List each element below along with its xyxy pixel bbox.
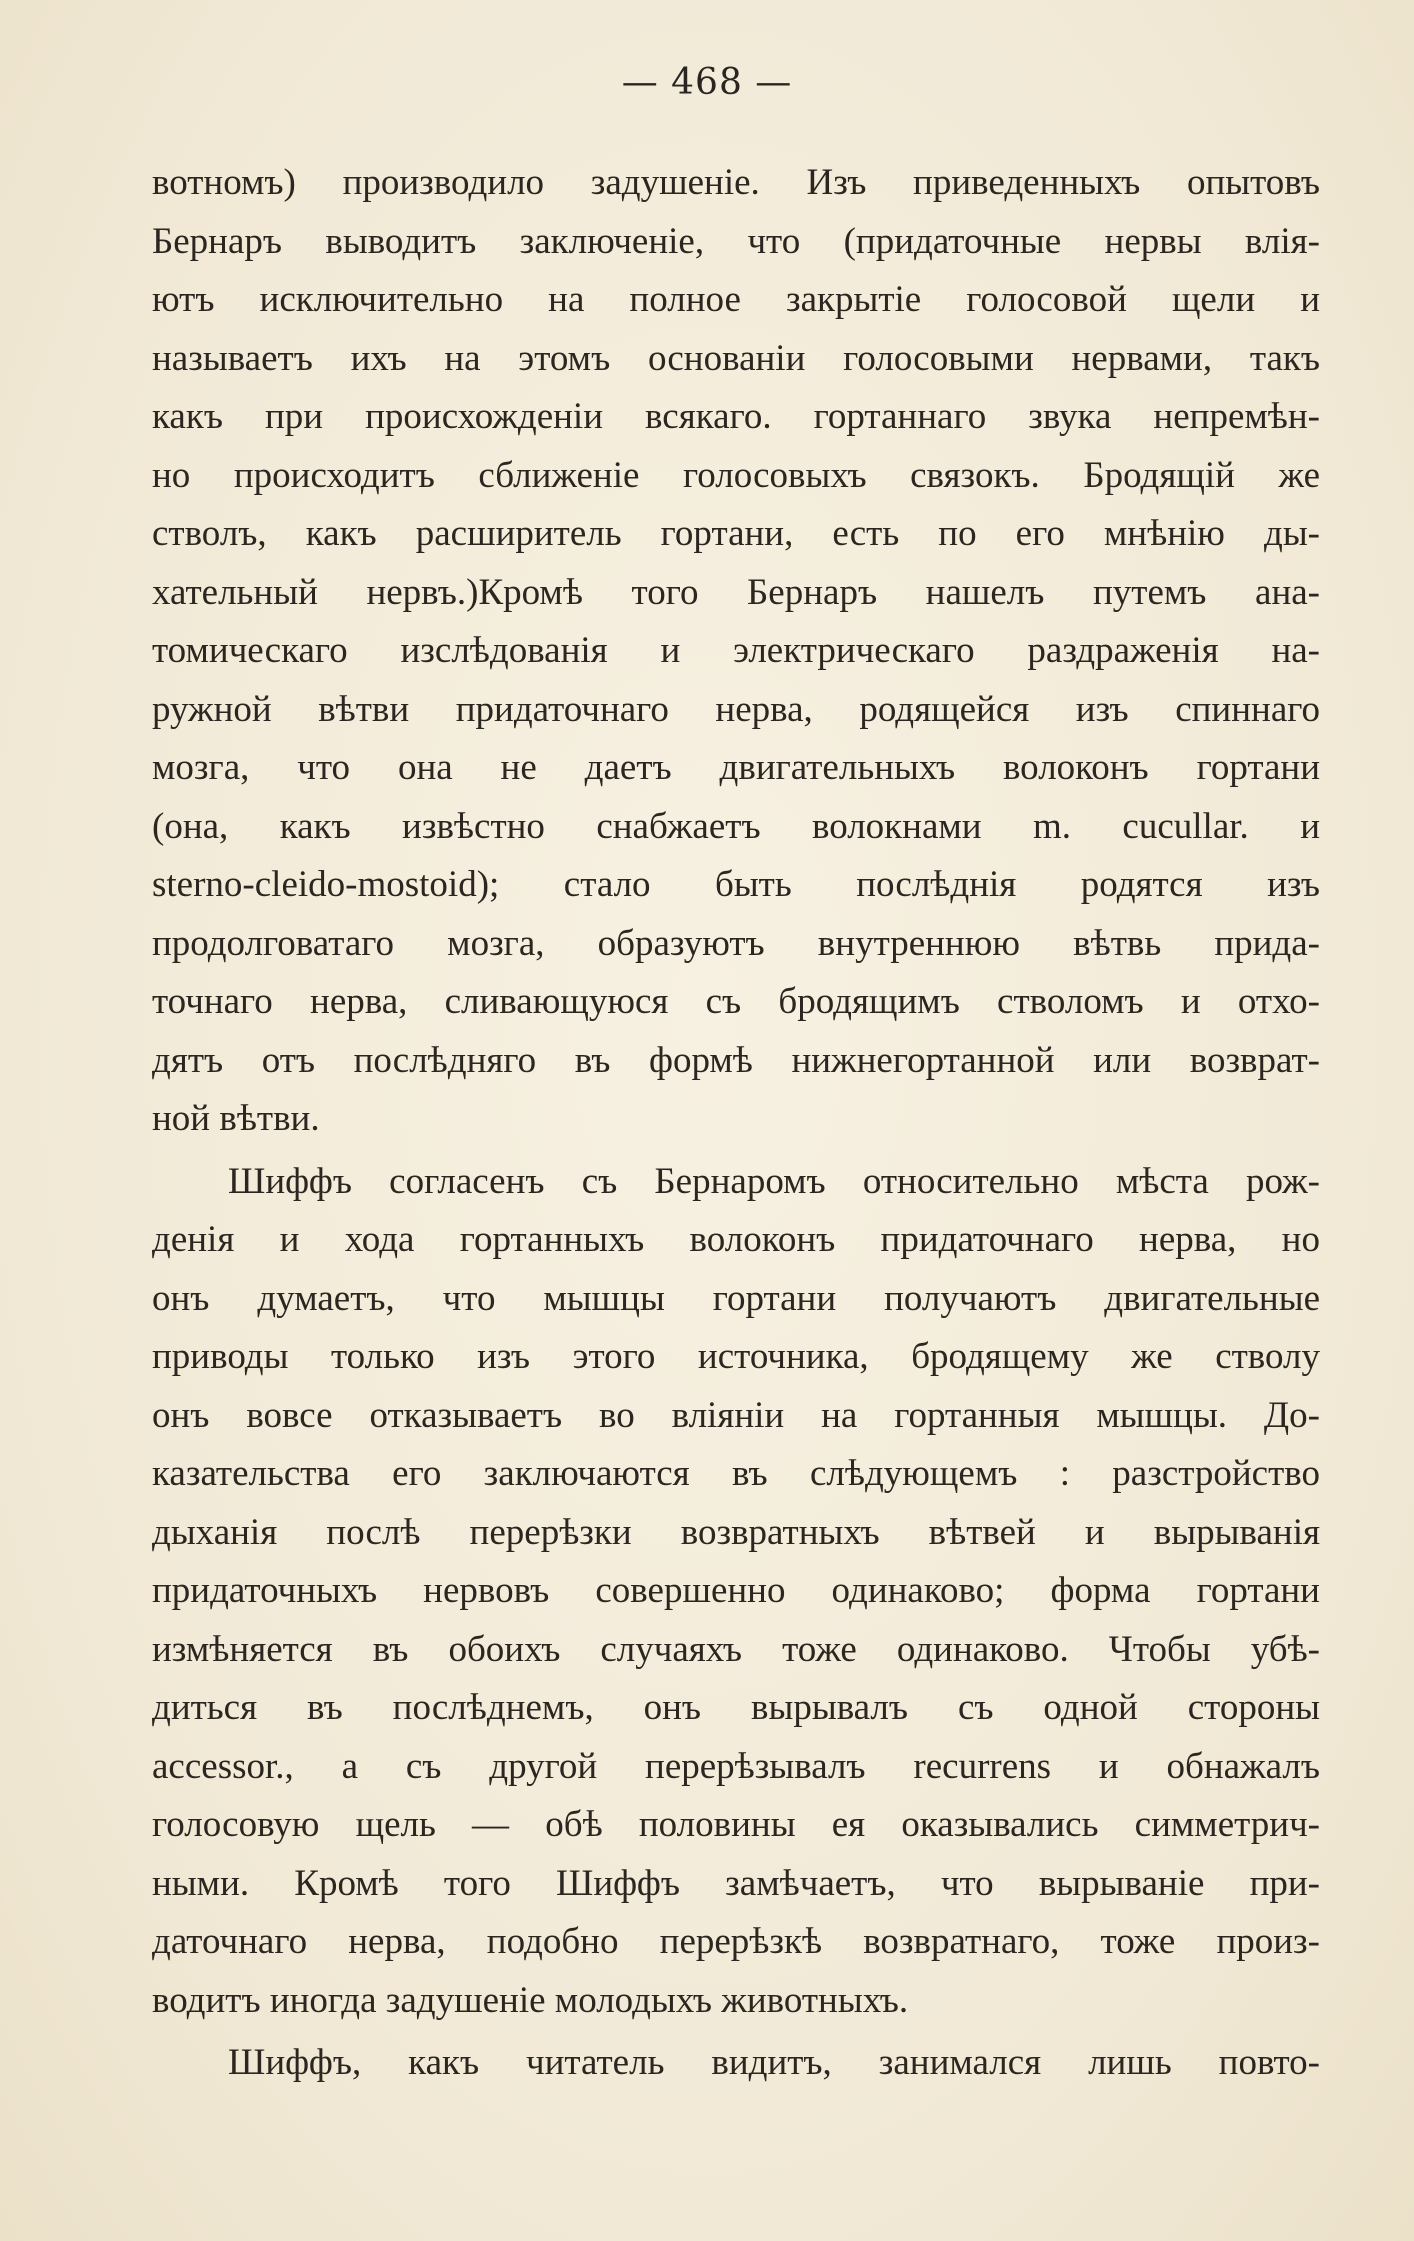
text-line: стволъ, какъ расширитель гортани, есть по его мнѣнію ды- [152,513,1320,554]
text-line: ютъ исключительно на полное закрытіе голосовой щели и [152,279,1320,320]
text-line: даточнаго нерва, подобно перерѣзкѣ возвратнаго, тоже произ- [152,1921,1320,1962]
text-line: хательный нервъ.)Кромѣ того Бернаръ нашелъ путемъ ана- [152,571,1320,613]
text-line: accessor., а съ другой перерѣзывалъ recurrens и обнажалъ [152,1745,1320,1787]
text-line: казательства его заключаются въ слѣдующемъ : разстройство [152,1453,1320,1494]
text-line: диться въ послѣднемъ, онъ вырывалъ съ одной стороны [152,1687,1320,1728]
text-line: ружной вѣтви придаточнаго нерва, родящейся изъ спиннаго [152,688,1320,730]
text-line: Бернаръ выводитъ заключеніе, что (придаточные нервы влія- [152,220,1320,262]
text-line: Шиффъ, какъ читатель видитъ, занимался лишь повто- [228,2042,1320,2083]
text-line: называетъ ихъ на этомъ основаніи голосовыми нервами, такъ [152,337,1320,379]
text-line: приводы только изъ этого источника, бродящему же стволу [152,1336,1320,1377]
text-line: измѣняется въ обоихъ случаяхъ тоже одинаково. Чтобы убѣ- [152,1628,1320,1670]
text-line: денія и хода гортанныхъ волоконъ придаточнаго нерва, но [152,1219,1320,1260]
text-line: вотномъ) производило задушеніе. Изъ приведенныхъ опытовъ [152,162,1320,203]
text-line: придаточныхъ нервовъ совершенно одинаково; форма гортани [152,1570,1320,1611]
body-text [152,154,1320,2093]
text-line: ной вѣтви. [152,1098,320,1139]
text-line: ными. Кромѣ того Шиффъ замѣчаетъ, что вырываніе при- [152,1862,1320,1904]
text-line: точнаго нерва, сливающуюся съ бродящимъ стволомъ и отхо- [152,981,1320,1022]
text-line: мозга, что она не даетъ двигательныхъ волоконъ гортани [152,747,1320,788]
text-line: (она, какъ извѣстно снабжаетъ волокнами m. cucullar. и [152,805,1320,847]
text-line: sterno-cleido-mostoid); стало быть послѣднія родятся изъ [152,864,1320,905]
text-line: какъ при происхожденіи всякаго. гортаннаго звука непремѣн- [152,396,1320,437]
page-number: — 468 — [621,62,793,103]
text-line: томическаго изслѣдованія и электрическаго раздраженія на- [152,630,1320,671]
text-line: онъ вовсе отказываетъ во вліяніи на гортанныя мышцы. До- [152,1394,1320,1436]
text-line: Шиффъ согласенъ съ Бернаромъ относительно мѣста рож- [228,1160,1320,1202]
text-line: продолговатаго мозга, образуютъ внутреннюю вѣтвь прида- [152,922,1320,964]
text-line: дыханія послѣ перерѣзки возвратныхъ вѣтвей и вырыванія [152,1511,1320,1553]
text-line: водитъ иногда задушеніе молодыхъ животныхъ. [152,1979,909,2021]
text-line: но происходитъ сближеніе голосовыхъ связокъ. Бродящій же [152,454,1320,496]
text-line: онъ думаетъ, что мышцы гортани получаютъ двигательные [152,1277,1320,1319]
text-line: дятъ отъ послѣдняго въ формѣ нижнегортанной или возврат- [152,1039,1320,1081]
text-line: голосовую щель — обѣ половины ея оказывались симметрич- [152,1804,1320,1845]
